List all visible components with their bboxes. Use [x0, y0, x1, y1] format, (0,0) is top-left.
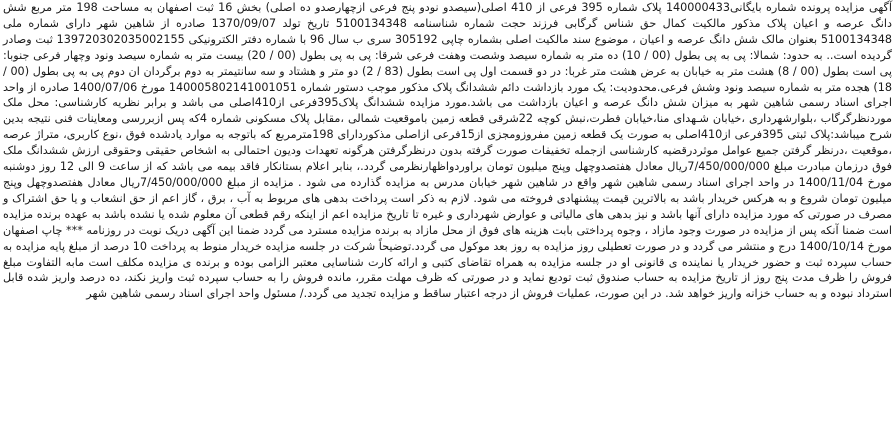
- notice-body-text: آگهی مزایده پرونده شماره بایگانی140000433 پلاک شماره 395 فرعی از 410 اصلی(سیصدو نودو پنج فرعی ازچهارصدو ده اصلی) بخش 16 ثبت اصفهان به مساحت 198 متر مربع شش دانگ عرصه و اعیان پلاک مذکور مالکیت کمال حق شناس گرگابی فرزند حجت شماره شناسنامه 5100134348 تاریخ تولد 1370/09/07 صادره از شاهین شهر دارای شماره ملی 5100134348 بعنوان مالک شش دانگ عرصه و اعیان ، موضوع سند مالکیت اصلی بشماره چاپی 305192 سری ب سال 96 با شماره دفتر الکترونیکی 139720302035002155 ثبت وصادر گردیده است.. به حدود: شمالا: پی به پی بطول (00 / 10) ده متر به شماره سیصد وشصت وهفت فرعی شرقا: پی به پی بطول (00 / 20) بیست متر به شماره سیصد ونود وچهار فرعی جنوبا: پی است بطول (00 / 8) هشت متر به خیابان به عرض هشت متر غربا: در دو قسمت اول پی است بطول (83 / 2) دو متر و هشتاد و سه سانتیمتر به دوم برگردان ان دوم پی به پی بطول (00 / 18) هجده متر به شماره سیصد ونود وشش فرعی.محدودیت: یک مورد بازداشت دائم ششدانگ پلاک مذکور موجب دستور شماره 140005802141001051 مورخ 1400/07/06 صادره از واحد اجرای اسناد رسمی شاهین شهر به میزان شش دانگ عرصه و اعیان بازداشت می باشد.مورد مزایده ششدانگ پلاک395فرعی از410اصلی می باشد و برابر نظریه کارشناسی: محل ملک موردنظرگرگاب ،بلوارشهرداری ،خیابان شـهدای منا،خیابان فطرت،نبش کوچه 22شرقی قطعه زمین باموقعیت شمالی ،مقابل پلاک مسکونی شماره 4که پس ازبررسی ومعاینات فنی نتیجه بدین شرح میباشد:پلاک ثبتی 395فرعی از410اصلی به صورت یک قطعه زمین مفروزومجزی از15فرعی ازاصلی مذکوردارای 198مترمربع که باتوجه به موارد یادشده فوق ،نوع کاربری، متراژ عرصه ،موقعیت ،درنظر گرفتن جمیع عوامل موثردرقضیه کارشناسی ازجمله تخفیفات صورت گرفته بدون درنظرگرفتن هرگونه تعهدات ودیون احتمالی به اشخاص حقیقی وحقوقی ارزش ششدانگ ملک فوق درزمان مبادرت مبلغ 7/450/000/000ریال معادل هفتصدوچهل وپنج میلیون تومان براوردواظهارنظرمی گردد.، بنابر اعلام بستانکار فاقد بیمه می باشد که از ساعت 9 الی 12 روز دوشنبه مورخ 1400/11/04 در واحد اجرای اسناد رسمی شاهین شهر واقع در شاهین شهر خیابان مدرس به مزایده گذارده می شود . مزایده از مبلغ 7/450/000/000ریال معادل هفتصدوچهل وپنج میلیون تومان شروع و به هرکس خریدار باشد به بالاترین قیمت پیشنهادی فروخته می شود. لازم به ذکر است پرداخت بدهی های مربوط به آب ، برق ، گاز اعم از حق انشعاب و یا حق اشتراک و مصرف در صورتی که مورد مزایده دارای آنها باشد و نیز بدهی های مالیاتی و عوارض شهرداری و غیره تا تاریخ مزایده اعم از اینکه رقم قطعی آن معلوم شده یا نشده باشد به عهده برنده مزایده است ضمنا آنکه پس از مزایده در صورت وجود مازاد ، وجوه پرداختی بابت هزینه های فوق از محل مازاد به برنده مزایده مسترد می گردد ضمنا این آگهی دریک نوبت در روزنامه *** چاپ اصفهان مورخ 1400/10/14 درج و منتشر می گردد و در صورت تعطیلی روز مزایده به روز بعد موکول می گردد.توضیحاً شرکت در جلسه مزایده خریدار منوط به پرداخت 10 درصد از مبلغ پایه مزایده به حساب سپرده ثبت و حضور خریدار یا نماینده ی قانونی او در جلسه مزایده به همراه تقاضای کتبی و ارائه کارت شناسایی معتبر الزامی بوده و برنده ی مزایده مکلف است مابه التفاوت مبلغ فروش را ظرف مدت پنج روز از تاریخ مزایده به حساب صندوق ثبت تودیع نماید و در صورتی که ظرف مهلت مقرر، مانده فروش را به حساب سپرده ثبت واریز نکند، ده درصد واریز شده قابل استرداد نبوده و به حساب خزانه واریز خواهد شد. در این صورت، عملیات فروش از درجه اعتبار ساقط و مزایده تجدید می گردد./ مسئول واحد اجرای اسناد رسمی شاهین شهر: [3, 1, 893, 301]
